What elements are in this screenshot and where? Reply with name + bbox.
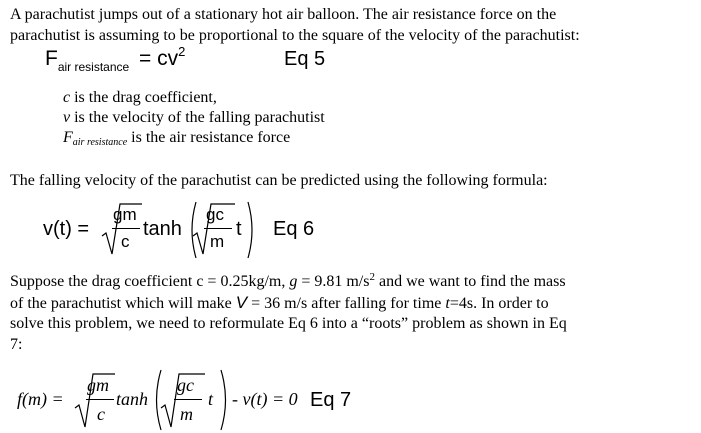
definition-c: c is the drag coefficient, xyxy=(63,89,217,106)
eq5-rhs: = cv xyxy=(139,47,179,70)
paragraph-problem-line-1: Suppose the drag coefficient c = 0.25kg/m, g = 9.81 $m/s^2$ and we want to find the mass xyxy=(10,271,566,290)
force-subscript: air resistance xyxy=(57,60,130,74)
paragraph-problem-line-2: of the parachutist which will make V = 36 m/s after falling for time t=4s. In order to xyxy=(10,293,549,312)
eq7-fraction-bar-2 xyxy=(174,399,202,400)
eq7-t: t xyxy=(208,389,214,409)
eq7-den-1: c xyxy=(97,404,105,424)
eq6-tanh: tanh xyxy=(143,218,182,240)
intro-line-1: A parachutist jumps out of a stationary hot air balloon. The air resistance force on the xyxy=(10,6,557,23)
intro-line-2: parachutist is assuming to be proportional to the square of the velocity of the parachutist: xyxy=(10,27,580,44)
eq7-num-2: gc xyxy=(177,375,194,395)
eq6-den-1: c xyxy=(121,232,130,251)
paragraph-velocity-intro: The falling velocity of the parachutist can be predicted using the following formula: xyxy=(10,172,548,189)
eq6-fraction-bar-2 xyxy=(204,228,232,229)
eq7-den-2: m xyxy=(180,404,193,424)
eq5-exponent: 2 xyxy=(178,44,186,59)
eq7-lhs: f(m) = xyxy=(17,389,64,409)
definition-v: v is the velocity of the falling parachutist xyxy=(63,109,325,126)
eq6-right-paren xyxy=(246,200,258,260)
equation-5 xyxy=(45,44,186,74)
eq7-num-1: gm xyxy=(87,375,109,395)
eq7-fraction-bar-1 xyxy=(86,399,114,400)
eq6-den-2: m xyxy=(210,232,225,251)
paragraph-problem-line-3: solve this problem, we need to reformulate Eq 6 into a “roots” problem as shown in Eq xyxy=(10,315,567,332)
force-symbol: F xyxy=(45,47,58,70)
paragraph-problem-line-4: 7: xyxy=(10,336,23,353)
eq7-right-paren xyxy=(218,368,232,432)
eq5-label: Eq 5 xyxy=(284,48,326,70)
definition-f: Fair resistance is the air resistance force xyxy=(63,129,291,148)
eq6-label: Eq 6 xyxy=(273,218,315,240)
eq6-t: t xyxy=(236,218,242,240)
eq6-num-1: gm xyxy=(113,205,137,224)
eq7-tanh: tanh xyxy=(116,389,149,409)
eq6-lhs: v(t) = xyxy=(43,218,90,240)
eq7-label: Eq 7 xyxy=(310,389,352,411)
eq6-fraction-bar-1 xyxy=(112,228,140,229)
eq6-num-2: gc xyxy=(206,205,224,224)
eq7-rest: - v(t) = 0 xyxy=(232,389,298,409)
